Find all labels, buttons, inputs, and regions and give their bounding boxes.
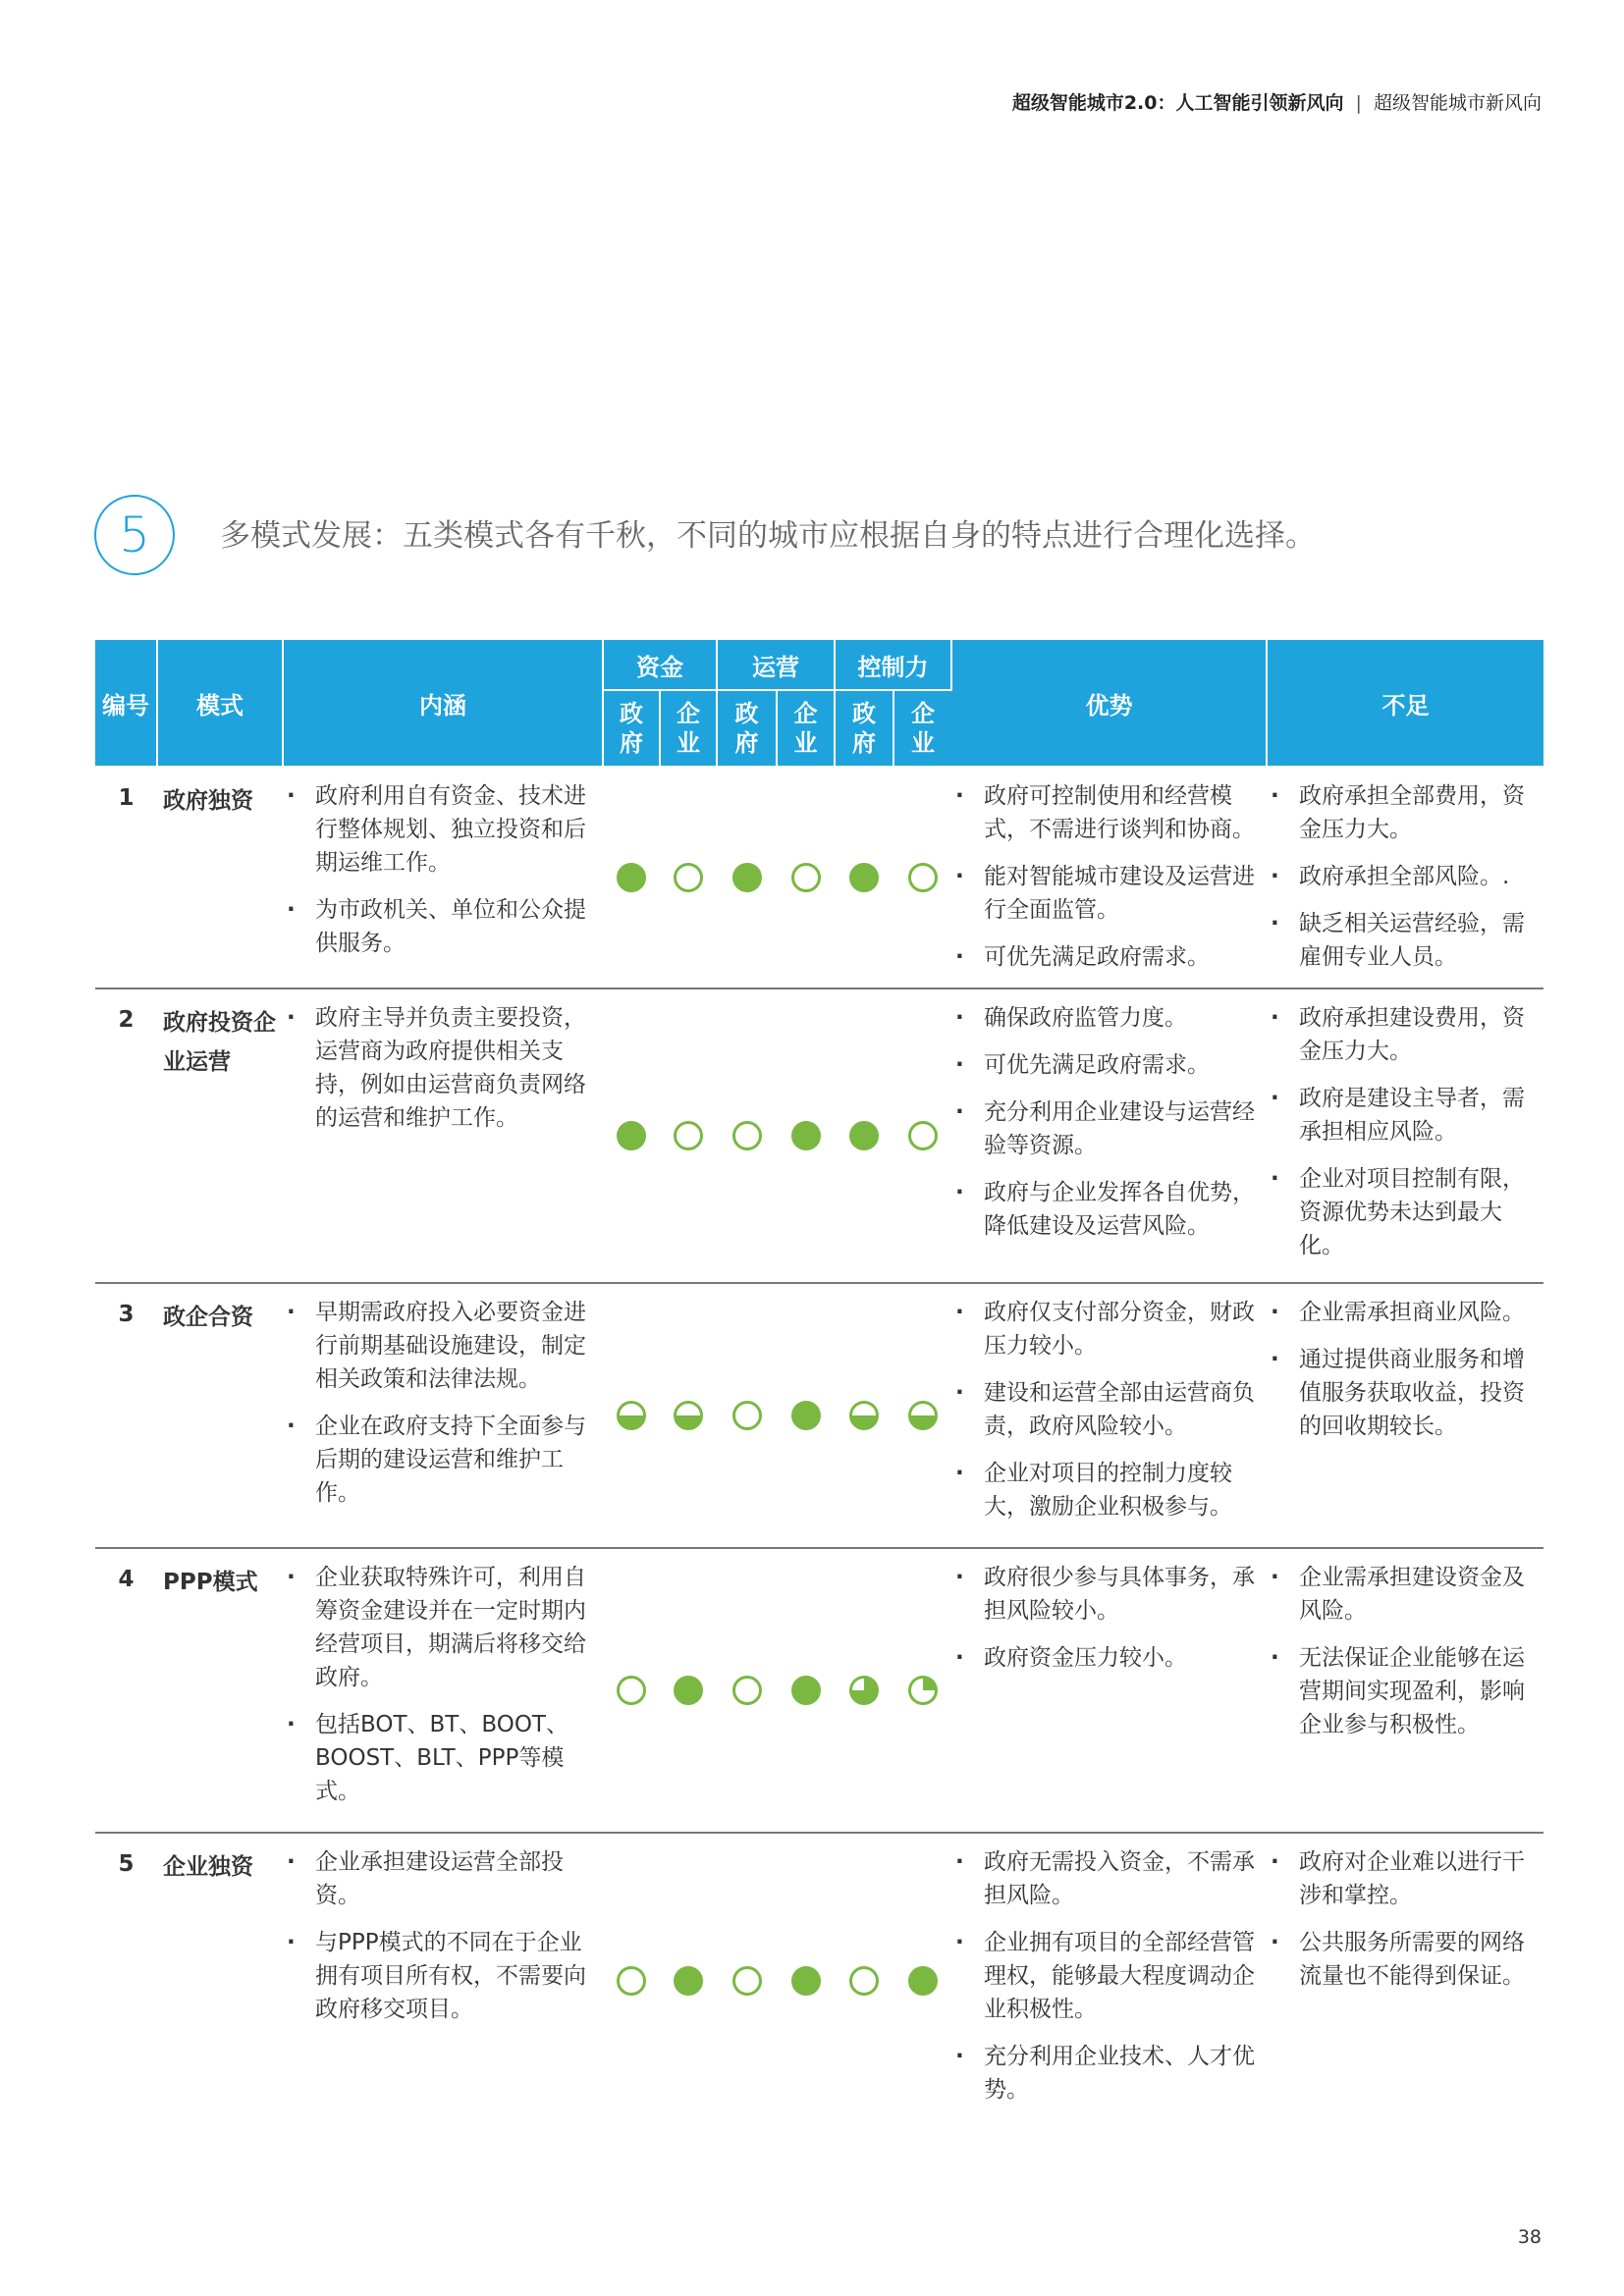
header-mode: 模式	[157, 640, 283, 767]
header-char: 业	[793, 729, 818, 757]
rating-cell	[835, 1283, 893, 1548]
header-control-ent	[893, 690, 951, 767]
table-row	[95, 767, 1543, 988]
rating-cell	[603, 1548, 660, 1833]
rating-circle-icon	[849, 1966, 879, 1996]
rating-circle-icon	[617, 1401, 646, 1430]
list-item: · 政府与企业发挥各自优势，降低建设及运营风险。	[951, 1176, 1267, 1243]
header-funds-ent	[660, 690, 717, 767]
list-item: · 充分利用企业技术、人才优势。	[951, 2040, 1267, 2107]
table-row	[95, 1283, 1543, 1548]
list-item: · 政府承担全部风险。.	[1267, 860, 1543, 893]
rating-cell	[660, 767, 717, 988]
content-list	[283, 1001, 603, 1135]
header-separator: |	[1355, 92, 1362, 114]
content-cell	[283, 1548, 603, 1833]
advantages-list	[951, 1001, 1267, 1243]
content-list	[283, 1296, 603, 1510]
list-item: · 企业拥有项目的全部经营管理权，能够最大程度调动企业积极性。	[951, 1926, 1267, 2026]
header-funds-gov	[603, 690, 660, 767]
list-item: · 通过提供商业服务和增值服务获取收益，投资的回收期较长。	[1267, 1343, 1543, 1443]
rating-circle-icon	[849, 863, 879, 892]
header-char: 企	[793, 700, 818, 727]
header-ops: 运营	[717, 640, 835, 690]
rating-cell	[603, 767, 660, 988]
header-subtitle: 超级智能城市新风向	[1373, 92, 1542, 114]
list-item: · 政府承担建设费用，资金压力大。	[1267, 1001, 1543, 1068]
rating-circle-icon	[732, 863, 762, 892]
rating-circle-icon	[908, 1121, 938, 1150]
header-advantages: 优势	[951, 640, 1267, 767]
list-item: · 与PPP模式的不同在于企业拥有项目所有权，不需要向政府移交项目。	[283, 1926, 603, 2026]
list-item: · 缺乏相关运营经验，需雇佣专业人员。	[1267, 907, 1543, 974]
rating-circle-icon	[908, 1401, 938, 1430]
row-number: 1	[95, 767, 157, 988]
header-char: 府	[734, 729, 759, 757]
advantages-cell	[951, 1548, 1267, 1833]
rating-cell	[835, 1833, 893, 2127]
disadvantages-list	[1267, 1845, 1543, 1993]
row-mode: 政企合资	[157, 1283, 283, 1548]
advantages-list	[951, 1296, 1267, 1523]
disadvantages-cell	[1267, 988, 1543, 1283]
disadvantages-cell	[1267, 1548, 1543, 1833]
rating-circle-icon	[849, 1121, 879, 1150]
rating-cell	[893, 1283, 951, 1548]
content-list	[283, 779, 603, 960]
rating-circle-icon	[791, 1121, 821, 1150]
list-item: · 政府主导并负责主要投资，运营商为政府提供相关支持，例如由运营商负责网络的运营和维护工作。	[283, 1001, 603, 1135]
header-num: 编号	[95, 640, 157, 767]
header-char: 业	[911, 729, 935, 757]
list-item: · 建设和运营全部由运营商负责，政府风险较小。	[951, 1376, 1267, 1443]
disadvantages-cell	[1267, 1833, 1543, 2127]
rating-cell	[777, 988, 835, 1283]
list-item: · 早期需政府投入必要资金进行前期基础设施建设，制定相关政策和法律法规。	[283, 1296, 603, 1396]
rating-circle-icon	[674, 1121, 703, 1150]
row-number: 3	[95, 1283, 157, 1548]
list-item: · 企业需承担商业风险。	[1267, 1296, 1543, 1329]
disadvantages-list	[1267, 1296, 1543, 1443]
rating-cell	[777, 767, 835, 988]
rating-cell	[717, 1833, 777, 2127]
row-mode: 企业独资	[163, 1854, 253, 1880]
rating-cell	[777, 1833, 835, 2127]
advantages-cell	[951, 988, 1267, 1283]
content-list	[283, 1561, 603, 1808]
rating-circle-icon	[849, 1401, 879, 1430]
row-mode: 政府投资企业运营	[157, 988, 283, 1283]
header-char: 府	[620, 729, 643, 757]
rating-circle-icon	[617, 1966, 646, 1996]
rating-circle-icon	[617, 863, 646, 892]
header-char: 企	[911, 700, 935, 727]
row-mode: 政府独资	[157, 767, 283, 988]
rating-cell	[777, 1283, 835, 1548]
header-control-gov	[835, 690, 893, 767]
list-item: · 政府仅支付部分资金，财政压力较小。	[951, 1296, 1267, 1362]
header-char: 业	[677, 729, 700, 757]
list-item: · 企业需承担建设资金及风险。	[1267, 1561, 1543, 1628]
advantages-list	[951, 1845, 1267, 2107]
header-content: 内涵	[283, 640, 603, 767]
list-item: · 政府利用自有资金、技术进行整体规划、独立投资和后期运维工作。	[283, 779, 603, 880]
disadvantages-list	[1267, 1001, 1543, 1262]
header-disadvantages: 不足	[1267, 640, 1543, 767]
disadvantages-cell	[1267, 1283, 1543, 1548]
content-cell	[283, 1283, 603, 1548]
table-row	[95, 1548, 1543, 1833]
disadvantages-list	[1267, 779, 1543, 974]
rating-cell	[603, 988, 660, 1283]
list-item: · 无法保证企业能够在运营期间实现盈利，影响企业参与积极性。	[1267, 1641, 1543, 1741]
header-char: 企	[677, 700, 700, 727]
disadvantages-cell	[1267, 767, 1543, 988]
list-item: · 政府资金压力较小。	[951, 1641, 1267, 1675]
rating-cell	[660, 988, 717, 1283]
rating-circle-icon	[674, 1966, 703, 1996]
header-char: 政	[734, 700, 759, 727]
rating-circle-icon	[674, 863, 703, 892]
rating-cell	[835, 988, 893, 1283]
rating-cell	[777, 1548, 835, 1833]
rating-cell	[717, 988, 777, 1283]
row-number: 2	[95, 988, 157, 1283]
list-item: · 可优先满足政府需求。	[951, 1048, 1267, 1082]
rating-cell	[603, 1833, 660, 2127]
rating-cell	[893, 1548, 951, 1833]
rating-circle-icon	[791, 1401, 821, 1430]
header-char: 政	[620, 700, 643, 727]
rating-circle-icon	[908, 863, 938, 892]
rating-cell	[603, 1283, 660, 1548]
content-cell	[283, 767, 603, 988]
list-item: · 企业对项目的控制力度较大，激励企业积极参与。	[951, 1457, 1267, 1523]
rating-cell	[835, 767, 893, 988]
rating-cell	[893, 1833, 951, 2127]
header-ops-gov	[717, 690, 777, 767]
rating-circle-icon	[617, 1676, 646, 1705]
rating-cell	[893, 767, 951, 988]
rating-cell	[660, 1283, 717, 1548]
rating-cell	[717, 767, 777, 988]
disadvantages-list	[1267, 1561, 1543, 1741]
rating-cell	[717, 1283, 777, 1548]
header-funds: 资金	[603, 640, 717, 690]
list-item: · 企业获取特殊许可，利用自筹资金建设并在一定时期内经营项目，期满后将移交给政府。	[283, 1561, 603, 1694]
header-title: 超级智能城市2.0：人工智能引领新风向	[1011, 92, 1344, 114]
list-item: · 为市政机关、单位和公众提供服务。	[283, 893, 603, 960]
row-number: 4	[95, 1548, 157, 1833]
rating-circle-icon	[791, 1966, 821, 1996]
rating-cell	[660, 1548, 717, 1833]
rating-circle-icon	[732, 1121, 762, 1150]
table-row	[95, 988, 1543, 1283]
rating-circle-icon	[791, 1676, 821, 1705]
header-char: 政	[852, 700, 876, 727]
section-title: 多模式发展：五类模式各有千秋，不同的城市应根据自身的特点进行合理化选择。	[220, 518, 1316, 554]
rating-circle-icon	[732, 1676, 762, 1705]
list-item: · 政府是建设主导者，需承担相应风险。	[1267, 1082, 1543, 1148]
list-item: · 包括BOT、BT、BOOT、BOOST、BLT、PPP等模式。	[283, 1708, 603, 1808]
rating-circle-icon	[674, 1676, 703, 1705]
row-mode: PPP模式	[157, 1548, 283, 1833]
page-number: 38	[1517, 2226, 1542, 2248]
list-item: · 企业在政府支持下全面参与后期的建设运营和维护工作。	[283, 1410, 603, 1510]
list-item: · 企业承担建设运营全部投资。	[283, 1845, 603, 1912]
list-item: · 企业对项目控制有限，资源优势未达到最大化。	[1267, 1162, 1543, 1262]
rating-circle-icon	[791, 863, 821, 892]
list-item: · 公共服务所需要的网络流量也不能得到保证。	[1267, 1926, 1543, 1993]
business-model-table	[95, 640, 1543, 2127]
rating-circle-icon	[732, 1966, 762, 1996]
row-number: 5	[118, 1851, 135, 1877]
list-item: · 政府承担全部费用，资金压力大。	[1267, 779, 1543, 846]
advantages-cell	[951, 1283, 1267, 1548]
page-header	[1012, 88, 1542, 115]
advantages-cell	[951, 1833, 1267, 2127]
advantages-list	[951, 1561, 1267, 1675]
content-cell	[283, 1833, 603, 2127]
list-item: · 政府无需投入资金，不需承担风险。	[951, 1845, 1267, 1912]
header-control: 控制力	[835, 640, 951, 690]
list-item: · 政府很少参与具体事务，承担风险较小。	[951, 1561, 1267, 1628]
rating-cell	[717, 1548, 777, 1833]
list-item: · 政府可控制使用和经营模式，不需进行谈判和协商。	[951, 779, 1267, 846]
content-list	[283, 1845, 603, 2026]
rating-cell	[893, 988, 951, 1283]
rating-circle-icon	[908, 1966, 938, 1996]
table-body	[95, 767, 1543, 2127]
section-number-badge: 5	[94, 495, 175, 575]
rating-circle-icon	[617, 1121, 646, 1150]
rating-circle-icon	[849, 1676, 879, 1705]
list-item: · 充分利用企业建设与运营经验等资源。	[951, 1095, 1267, 1162]
list-item: · 政府对企业难以进行干涉和掌控。	[1267, 1845, 1543, 1912]
rating-circle-icon	[674, 1401, 703, 1430]
header-char: 府	[852, 729, 876, 757]
advantages-cell	[951, 767, 1267, 988]
rating-circle-icon	[732, 1401, 762, 1430]
list-item: · 确保政府监管力度。	[951, 1001, 1267, 1035]
list-item: · 能对智能城市建设及运营进行全面监管。	[951, 860, 1267, 927]
rating-cell	[835, 1548, 893, 1833]
rating-circle-icon	[908, 1676, 938, 1705]
rating-cell	[660, 1833, 717, 2127]
table-row	[95, 1833, 1543, 2127]
header-ops-ent	[777, 690, 835, 767]
list-item: · 可优先满足政府需求。	[951, 940, 1267, 974]
content-cell	[283, 988, 603, 1283]
advantages-list	[951, 779, 1267, 974]
